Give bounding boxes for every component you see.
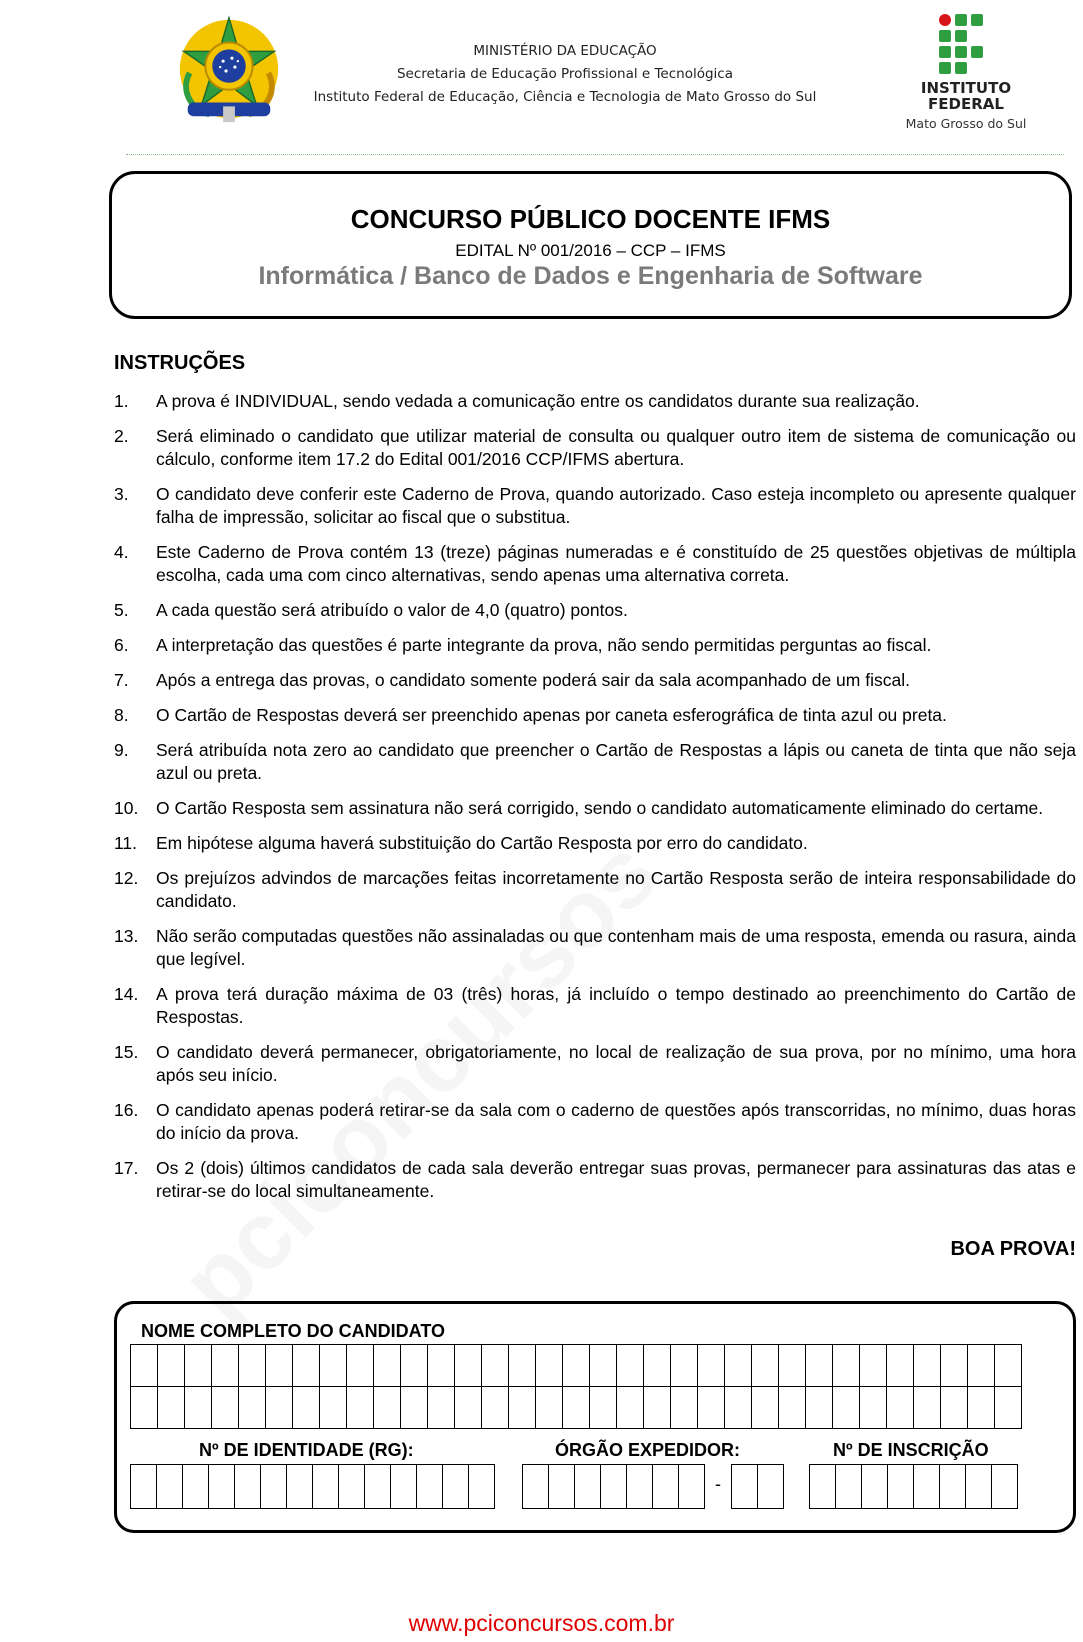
name-char-cell[interactable]	[833, 1387, 860, 1429]
name-char-cell[interactable]	[266, 1345, 293, 1387]
instruction-number: 14.	[114, 984, 139, 1004]
inscricao-char-cell[interactable]	[862, 1465, 888, 1509]
instruction-text: O candidato apenas poderá retirar-se da sala com o caderno de questões após transcorridas, no mínimo, duas horas do início da prova.	[156, 1100, 1076, 1143]
name-char-cell[interactable]	[995, 1345, 1022, 1387]
name-char-cell[interactable]	[968, 1387, 995, 1429]
instruction-number: 15.	[114, 1042, 139, 1062]
instruction-number: 7.	[114, 670, 129, 690]
instruction-item	[114, 1099, 1076, 1145]
instructions-heading: INSTRUÇÕES	[114, 352, 246, 374]
name-char-cell[interactable]	[644, 1345, 671, 1387]
instruction-number: 16.	[114, 1100, 139, 1120]
orgao-char-cell[interactable]	[653, 1465, 679, 1509]
rg-char-cell[interactable]	[209, 1465, 235, 1509]
rg-char-cell[interactable]	[313, 1465, 339, 1509]
instruction-number: 5.	[114, 600, 129, 620]
instruction-text: A prova é INDIVIDUAL, sendo vedada a comunicação entre os candidatos durante sua realização.	[156, 391, 920, 411]
instruction-text: Após a entrega das provas, o candidato somente poderá sair da sala acompanhado de um fiscal.	[156, 670, 910, 690]
instruction-item	[114, 669, 1076, 692]
orgao-field[interactable]	[522, 1464, 705, 1509]
edital-number: EDITAL Nº 001/2016 – CCP – IFMS	[455, 241, 726, 260]
name-char-cell[interactable]	[590, 1345, 617, 1387]
orgao-char-cell[interactable]	[627, 1465, 653, 1509]
instruction-item	[114, 704, 1076, 727]
instruction-number: 4.	[114, 542, 129, 562]
inscricao-char-cell[interactable]	[966, 1465, 992, 1509]
name-char-cell[interactable]	[509, 1387, 536, 1429]
name-char-cell[interactable]	[914, 1345, 941, 1387]
instruction-number: 9.	[114, 740, 129, 760]
orgao-char-cell[interactable]	[575, 1465, 601, 1509]
name-char-cell[interactable]	[563, 1345, 590, 1387]
name-char-cell[interactable]	[185, 1387, 212, 1429]
name-row-1[interactable]	[130, 1344, 1022, 1387]
name-char-cell[interactable]	[509, 1345, 536, 1387]
inscricao-field[interactable]	[809, 1464, 1018, 1509]
name-char-cell[interactable]	[482, 1345, 509, 1387]
name-char-cell[interactable]	[266, 1387, 293, 1429]
name-char-cell[interactable]	[239, 1345, 266, 1387]
orgao-char-cell[interactable]	[549, 1465, 575, 1509]
rg-char-cell[interactable]	[235, 1465, 261, 1509]
name-char-cell[interactable]	[347, 1387, 374, 1429]
name-row-2[interactable]	[130, 1386, 1022, 1429]
name-char-cell[interactable]	[617, 1345, 644, 1387]
name-char-cell[interactable]	[293, 1345, 320, 1387]
instruction-number: 10.	[114, 798, 139, 818]
rg-char-cell[interactable]	[365, 1465, 391, 1509]
instruction-number: 12.	[114, 868, 139, 888]
ifms-logo-subtitle: Mato Grosso do Sul	[905, 116, 1027, 131]
rg-char-cell[interactable]	[157, 1465, 183, 1509]
name-char-cell[interactable]	[347, 1345, 374, 1387]
name-char-cell[interactable]	[482, 1387, 509, 1429]
instruction-number: 17.	[114, 1158, 139, 1178]
name-char-cell[interactable]	[158, 1387, 185, 1429]
name-char-cell[interactable]	[320, 1345, 347, 1387]
orgao-char-cell[interactable]	[523, 1465, 549, 1509]
name-char-cell[interactable]	[644, 1387, 671, 1429]
footer-website-link[interactable]: www.pciconcursos.com.br	[408, 1610, 675, 1636]
name-char-cell[interactable]	[401, 1345, 428, 1387]
name-char-cell[interactable]	[860, 1387, 887, 1429]
instruction-text: Em hipótese alguma haverá substituição do Cartão Resposta por erro do candidato.	[156, 833, 808, 853]
header-divider	[126, 154, 1064, 155]
name-char-cell[interactable]	[212, 1345, 239, 1387]
name-char-cell[interactable]	[725, 1387, 752, 1429]
name-char-cell[interactable]	[698, 1387, 725, 1429]
uf-char-cell[interactable]	[758, 1465, 784, 1509]
instruction-number: 6.	[114, 635, 129, 655]
ifms-logo-name	[895, 80, 1037, 112]
name-char-cell[interactable]	[536, 1345, 563, 1387]
instruction-text: O Cartão Resposta sem assinatura não será corrigido, sendo o candidato automaticamente eliminado do certame.	[156, 798, 1044, 818]
name-char-cell[interactable]	[698, 1345, 725, 1387]
name-char-cell[interactable]	[320, 1387, 347, 1429]
name-char-cell[interactable]	[617, 1387, 644, 1429]
instruction-number: 11.	[114, 833, 138, 853]
name-char-cell[interactable]	[860, 1345, 887, 1387]
instruction-number: 2.	[114, 426, 129, 446]
ministry-line-1: MINISTÉRIO DA EDUCAÇÃO	[473, 43, 657, 59]
candidate-form	[114, 1301, 1076, 1533]
inscricao-char-cell[interactable]	[836, 1465, 862, 1509]
instruction-text: O Cartão de Respostas deverá ser preenchido apenas por caneta esferográfica de tinta azul ou preta.	[156, 705, 947, 725]
instruction-text: Será eliminado o candidato que utilizar material de consulta ou qualquer outro item de sistema de comunicação ou cálculo, conforme item 17.2 do Edital 001/2016 CCP/IFMS abertura.	[156, 426, 1076, 469]
name-char-cell[interactable]	[941, 1345, 968, 1387]
exam-title: CONCURSO PÚBLICO DOCENTE IFMS	[350, 204, 831, 234]
instruction-text: Os 2 (dois) últimos candidatos de cada sala deverão entregar suas provas, permanecer para assinaturas das atas e retirar-se do local simultaneamente.	[156, 1158, 1076, 1201]
name-char-cell[interactable]	[752, 1345, 779, 1387]
instruction-item	[114, 541, 1076, 587]
name-label: NOME COMPLETO DO CANDIDATO	[141, 1321, 446, 1341]
inscricao-char-cell[interactable]	[914, 1465, 940, 1509]
name-char-cell[interactable]	[941, 1387, 968, 1429]
instruction-text: Este Caderno de Prova contém 13 (treze) páginas numeradas e é constituído de 25 questões objetivas de múltipla escolha, cada uma com cinco alternativas, sendo apenas uma alternativa correta.	[156, 542, 1076, 585]
instruction-text: A interpretação das questões é parte integrante da prova, não sendo permitidas perguntas ao fiscal.	[156, 635, 932, 655]
instruction-text: A cada questão será atribuído o valor de 4,0 (quatro) pontos.	[156, 600, 628, 620]
name-char-cell[interactable]	[401, 1387, 428, 1429]
instruction-item	[114, 983, 1076, 1029]
inscricao-char-cell[interactable]	[940, 1465, 966, 1509]
ministry-line-3: Instituto Federal de Educação, Ciência e Tecnologia de Mato Grosso do Sul	[313, 89, 817, 105]
rg-char-cell[interactable]	[183, 1465, 209, 1509]
uf-char-cell[interactable]	[732, 1465, 758, 1509]
name-char-cell[interactable]	[806, 1345, 833, 1387]
orgao-char-cell[interactable]	[679, 1465, 705, 1509]
name-char-cell[interactable]	[158, 1345, 185, 1387]
name-char-cell[interactable]	[806, 1387, 833, 1429]
instruction-text: Os prejuízos advindos de marcações feitas incorretamente no Cartão Resposta serão de inteira responsabilidade do candidato.	[156, 868, 1076, 911]
rg-char-cell[interactable]	[417, 1465, 443, 1509]
name-char-cell[interactable]	[563, 1387, 590, 1429]
instruction-item	[114, 739, 1076, 785]
coat-of-arms-of-brazil-icon	[170, 12, 288, 130]
instruction-number: 13.	[114, 926, 139, 946]
instructions-list	[114, 390, 1076, 1215]
instruction-text: A prova terá duração máxima de 03 (três) horas, já incluído o tempo destinado ao preenchimento do Cartão de Respostas.	[156, 984, 1076, 1027]
instruction-item	[114, 483, 1076, 529]
name-char-cell[interactable]	[671, 1387, 698, 1429]
rg-char-cell[interactable]	[261, 1465, 287, 1509]
name-char-cell[interactable]	[887, 1345, 914, 1387]
instruction-text: O candidato deverá permanecer, obrigatoriamente, no local de realização de sua prova, por no mínimo, uma hora após seu início.	[156, 1042, 1076, 1085]
ministry-heading	[300, 40, 830, 109]
title-box	[109, 171, 1072, 319]
rg-char-cell[interactable]	[339, 1465, 365, 1509]
rg-char-cell[interactable]	[131, 1465, 157, 1509]
name-char-cell[interactable]	[833, 1345, 860, 1387]
name-char-cell[interactable]	[428, 1345, 455, 1387]
instruction-item	[114, 1041, 1076, 1087]
inscricao-char-cell[interactable]	[992, 1465, 1018, 1509]
rg-char-cell[interactable]	[469, 1465, 495, 1509]
rg-char-cell[interactable]	[443, 1465, 469, 1509]
name-char-cell[interactable]	[590, 1387, 617, 1429]
name-char-cell[interactable]	[374, 1387, 401, 1429]
name-char-cell[interactable]	[968, 1345, 995, 1387]
name-char-cell[interactable]	[671, 1345, 698, 1387]
closing-message: BOA PROVA!	[950, 1238, 1076, 1260]
name-char-cell[interactable]	[131, 1387, 158, 1429]
ifms-logo	[895, 12, 1045, 132]
name-char-cell[interactable]	[536, 1387, 563, 1429]
name-char-cell[interactable]	[455, 1345, 482, 1387]
rg-field[interactable]	[130, 1464, 495, 1509]
inscricao-label: Nº DE INSCRIÇÃO	[833, 1440, 989, 1460]
name-char-cell[interactable]	[212, 1387, 239, 1429]
orgao-dash: -	[715, 1474, 721, 1494]
inscricao-char-cell[interactable]	[810, 1465, 836, 1509]
ifms-logo-line-2: FEDERAL	[928, 95, 1004, 113]
name-char-cell[interactable]	[779, 1345, 806, 1387]
name-char-cell[interactable]	[995, 1387, 1022, 1429]
name-char-cell[interactable]	[455, 1387, 482, 1429]
inscricao-char-cell[interactable]	[888, 1465, 914, 1509]
orgao-uf-field[interactable]	[731, 1464, 784, 1509]
name-char-cell[interactable]	[293, 1387, 320, 1429]
name-char-cell[interactable]	[428, 1387, 455, 1429]
instruction-item	[114, 390, 1076, 413]
instruction-number: 3.	[114, 484, 129, 504]
instruction-item	[114, 425, 1076, 471]
rg-char-cell[interactable]	[391, 1465, 417, 1509]
name-char-cell[interactable]	[725, 1345, 752, 1387]
name-char-cell[interactable]	[779, 1387, 806, 1429]
ministry-line-2: Secretaria de Educação Profissional e Tecnológica	[396, 66, 734, 82]
name-char-cell[interactable]	[752, 1387, 779, 1429]
name-char-cell[interactable]	[131, 1345, 158, 1387]
instruction-number: 1.	[114, 391, 129, 411]
instruction-number: 8.	[114, 705, 129, 725]
name-char-cell[interactable]	[914, 1387, 941, 1429]
name-char-cell[interactable]	[887, 1387, 914, 1429]
page-header	[0, 0, 1083, 160]
instruction-item	[114, 797, 1076, 820]
instruction-item	[114, 599, 1076, 622]
rg-char-cell[interactable]	[287, 1465, 313, 1509]
ifms-logo-mark-icon	[939, 14, 985, 74]
instruction-text: Não serão computadas questões não assinaladas ou que contenham mais de uma resposta, emenda ou rasura, ainda que legível.	[156, 926, 1076, 969]
exam-subject: Informática / Banco de Dados e Engenharia de Software	[258, 262, 923, 290]
rg-label: Nº DE IDENTIDADE (RG):	[199, 1440, 414, 1460]
ifms-logo-line-1: INSTITUTO	[920, 79, 1012, 97]
orgao-label: ÓRGÃO EXPEDIDOR:	[555, 1440, 741, 1460]
orgao-char-cell[interactable]	[601, 1465, 627, 1509]
instruction-item	[114, 634, 1076, 657]
name-char-cell[interactable]	[374, 1345, 401, 1387]
instruction-text: Será atribuída nota zero ao candidato que preencher o Cartão de Respostas a lápis ou caneta de tinta que não seja azul ou preta.	[156, 740, 1076, 783]
instruction-text: O candidato deve conferir este Caderno de Prova, quando autorizado. Caso esteja incompleto ou apresente qualquer falha de impressão, solicitar ao fiscal que o substitua.	[156, 484, 1076, 527]
name-char-cell[interactable]	[185, 1345, 212, 1387]
name-char-cell[interactable]	[239, 1387, 266, 1429]
